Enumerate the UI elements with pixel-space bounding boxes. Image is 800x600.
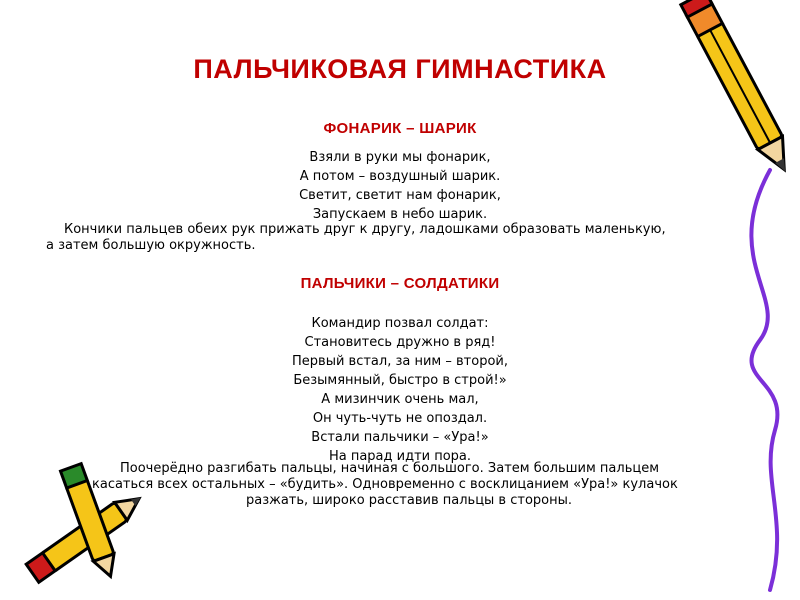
section1-heading: ФОНАРИК – ШАРИК: [323, 120, 477, 137]
section1-instruction-line: Кончики пальцев обеих рук прижать друг к другу, ладошками образовать маленькую,: [64, 222, 666, 237]
section2-heading: ПАЛЬЧИКИ – СОЛДАТИКИ: [300, 275, 500, 292]
section2-instruction-line: касаться всех остальных – «будить». Одновременно с восклицанием «Ура!» кулачок: [92, 477, 678, 492]
verse-line: Безымянный, быстро в строй!»: [293, 373, 507, 388]
section1-verse: [0, 148, 800, 224]
verse-line: Он чуть-чуть не опоздал.: [312, 411, 488, 426]
section2-verse: [0, 314, 800, 466]
verse-line: Становитесь дружно в ряд!: [304, 335, 496, 350]
verse-line: Встали пальчики – «Ура!»: [311, 430, 489, 445]
verse-line: Светит, светит нам фонарик,: [299, 188, 501, 203]
verse-line: Первый встал, за ним – второй,: [292, 354, 508, 369]
verse-line: Взяли в руки мы фонарик,: [309, 150, 491, 165]
verse-line: А потом – воздушный шарик.: [299, 169, 501, 184]
verse-line: На парад идти пора.: [328, 449, 472, 464]
section2-instruction-line: Поочерёдно разгибать пальцы, начиная с большого. Затем большим пальцем: [120, 461, 660, 476]
verse-line: А мизинчик очень мал,: [321, 392, 479, 407]
page-title: ПАЛЬЧИКОВАЯ ГИМНАСТИКА: [193, 54, 607, 84]
section2-instruction-line: разжать, широко расставив пальцы в стороны.: [246, 493, 573, 508]
verse-line: Запускаем в небо шарик.: [312, 207, 488, 222]
verse-line: Командир позвал солдат:: [311, 316, 489, 331]
section1-instruction-line: а затем большую окружность.: [46, 238, 256, 253]
